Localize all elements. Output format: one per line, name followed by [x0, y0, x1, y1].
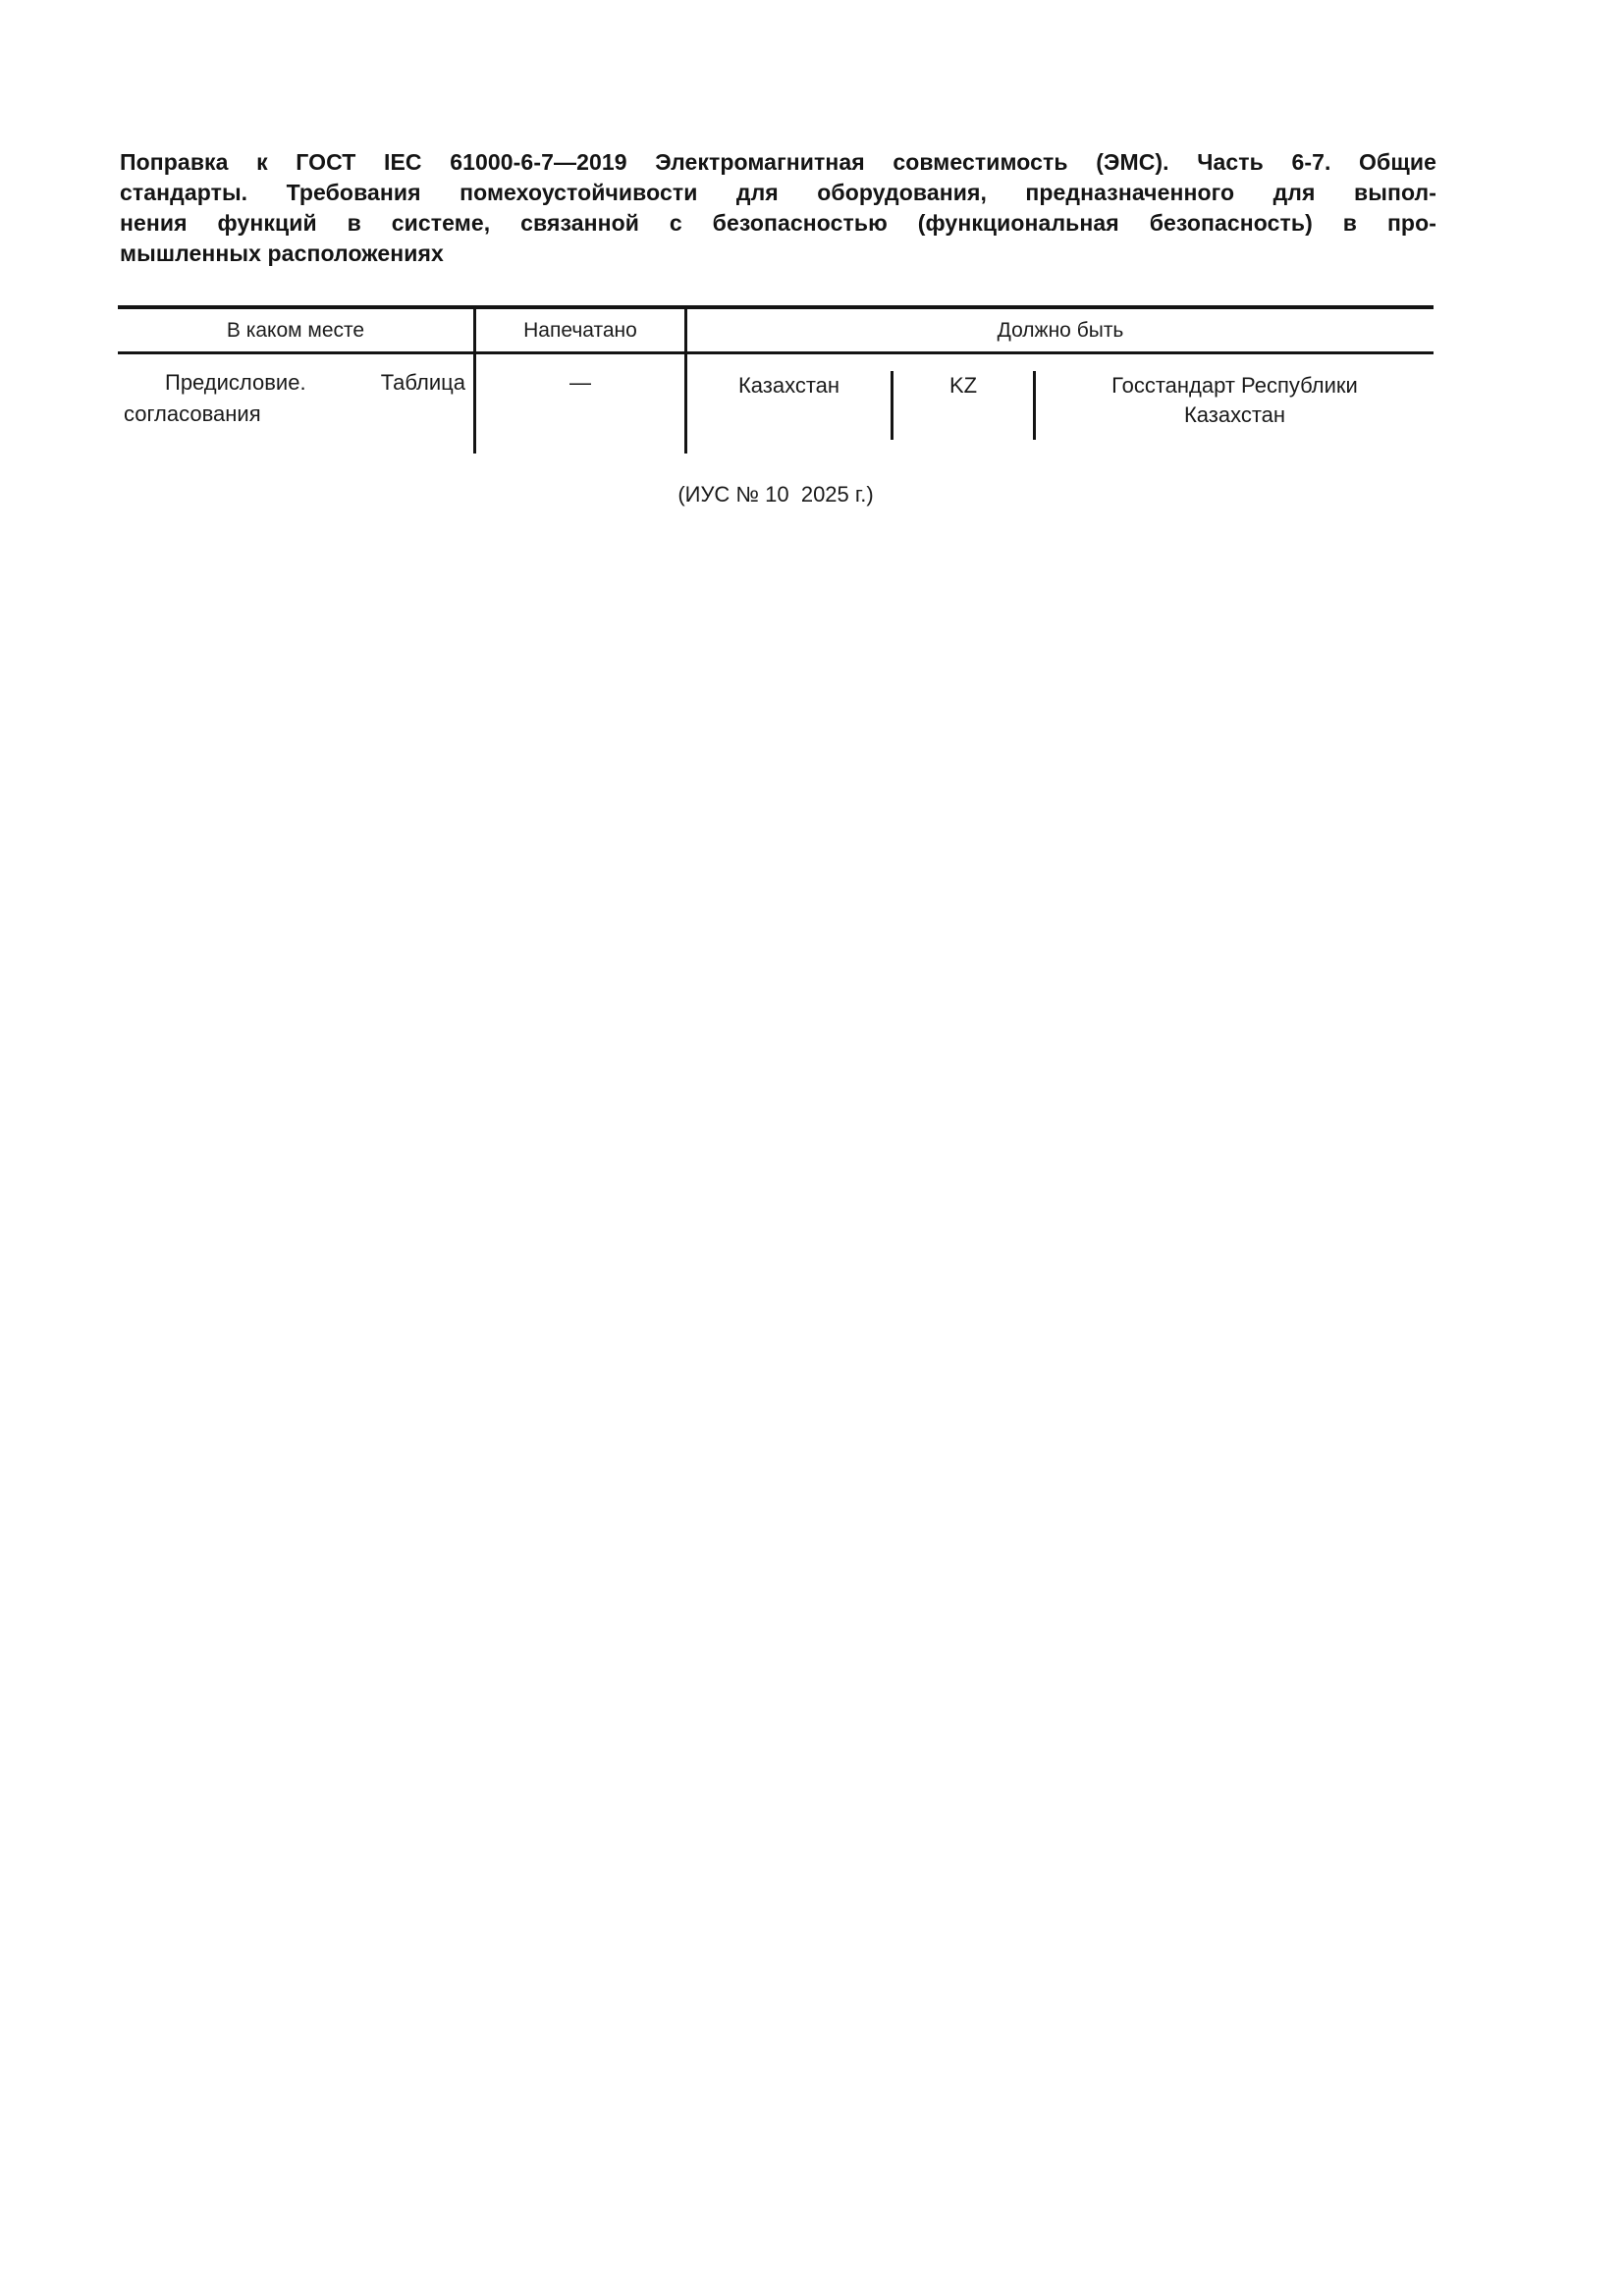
cell-should-be-country: Казахстан	[737, 373, 840, 398]
table-header-row	[118, 309, 1434, 354]
cell-location: Предисловие. Таблица согласования	[118, 354, 476, 454]
correction-table	[118, 305, 1434, 454]
title-line-2: стандарты. Требования помехоустойчивости для оборудования, предназначенного для выпол-	[120, 180, 1436, 205]
title-line-3: нения функций в системе, связанной с безопасностью (функциональная безопасность) в про-	[120, 210, 1436, 236]
cell-should-be	[687, 354, 1434, 454]
header-cell-location: В каком месте	[118, 309, 476, 351]
header-cell-should-be: Должно быть	[997, 318, 1124, 342]
title-line-4: мышленных расположениях	[120, 240, 444, 266]
document-title	[120, 147, 1436, 269]
table-row	[118, 354, 1434, 454]
title-line-1: Поправка к ГОСТ IEC 61000-6-7—2019 Электромагнитная совместимость (ЭМС). Часть 6-7. Общие	[120, 149, 1436, 175]
cell-should-be-code: KZ	[948, 373, 978, 398]
cell-should-be-org	[1036, 354, 1434, 454]
cell-printed: —	[476, 354, 687, 454]
cell-should-be-org-text: Госстандарт Республики Казахстан	[1111, 373, 1358, 427]
header-cell-printed: Напечатано	[476, 309, 687, 351]
ius-note: (ИУС № 10 2025 г.)	[677, 482, 874, 507]
